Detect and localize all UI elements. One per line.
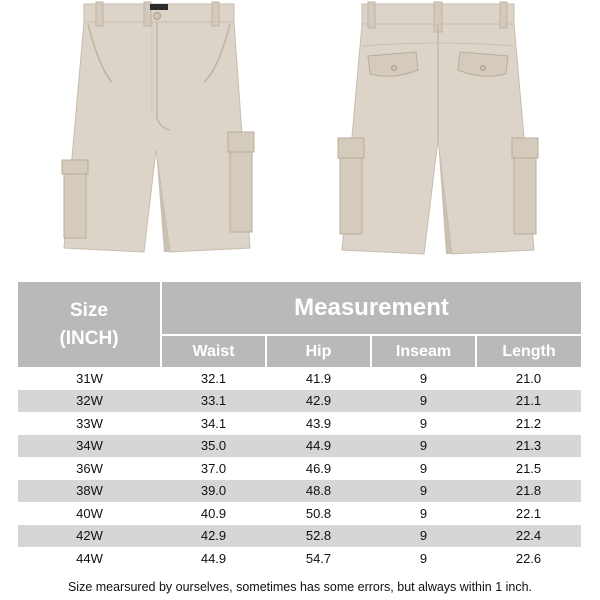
cell-waist: 37.0: [200, 460, 227, 476]
product-photos: [0, 0, 600, 272]
table-row: [18, 412, 581, 435]
column-header-hip: Hip: [266, 335, 371, 367]
cell-hip: 41.9: [305, 370, 332, 386]
cell-waist: 34.1: [200, 415, 227, 431]
cell-length: 21.1: [476, 390, 581, 413]
cell-length: 21.3: [476, 435, 581, 458]
cell-size: 40W: [76, 505, 103, 521]
cell-size: 42W: [18, 525, 161, 548]
cell-size: 34W: [18, 435, 161, 458]
cell-length: 22.6: [515, 550, 542, 566]
cell-inseam: 9: [371, 390, 476, 413]
cell-inseam: 9: [419, 505, 428, 521]
cell-hip: 52.8: [266, 525, 371, 548]
size-disclaimer-note: Size mearsured by ourselves, sometimes has some errors, but always within 1 inch.: [67, 580, 533, 594]
cell-inseam: 9: [419, 415, 428, 431]
cell-hip: 46.9: [305, 460, 332, 476]
size-header-unit: (INCH): [59, 327, 119, 349]
cell-length: 21.5: [515, 460, 542, 476]
shorts-front-image: [52, 0, 262, 262]
table-row: [18, 547, 581, 570]
table-row: [18, 525, 581, 548]
cell-size: 38W: [18, 480, 161, 503]
cell-hip: 54.7: [305, 550, 332, 566]
cell-hip: 44.9: [266, 435, 371, 458]
table-row: [18, 457, 581, 480]
size-header: [18, 282, 161, 367]
cell-length: 21.8: [476, 480, 581, 503]
cell-waist: 42.9: [161, 525, 266, 548]
cell-size: 44W: [76, 550, 103, 566]
cell-inseam: 9: [419, 370, 428, 386]
cell-hip: 42.9: [266, 390, 371, 413]
table-row: [18, 390, 581, 413]
cell-length: 22.1: [515, 505, 542, 521]
cell-size: 31W: [76, 370, 103, 386]
shorts-back-image: [328, 0, 548, 262]
cell-waist: 39.0: [161, 480, 266, 503]
cell-hip: 50.8: [305, 505, 332, 521]
cell-inseam: 9: [371, 525, 476, 548]
cell-size: 36W: [76, 460, 103, 476]
size-chart-table: [18, 282, 581, 570]
size-header-label: Size: [69, 299, 109, 321]
table-row: [18, 435, 581, 458]
cell-waist: 33.1: [161, 390, 266, 413]
cell-inseam: 9: [371, 480, 476, 503]
table-row: [18, 502, 581, 525]
column-header-waist: Waist: [161, 335, 266, 367]
cell-waist: 35.0: [161, 435, 266, 458]
cell-size: 32W: [18, 390, 161, 413]
cell-size: 33W: [76, 415, 103, 431]
column-header-length: Length: [476, 335, 581, 367]
cell-hip: 48.8: [266, 480, 371, 503]
table-row: [18, 480, 581, 503]
cell-length: 22.4: [476, 525, 581, 548]
cell-length: 21.0: [515, 370, 542, 386]
table-row: [18, 367, 581, 390]
cell-inseam: 9: [371, 435, 476, 458]
cell-hip: 43.9: [305, 415, 332, 431]
brand-tag: [150, 4, 168, 10]
cell-inseam: 9: [419, 550, 428, 566]
cell-waist: 32.1: [200, 370, 227, 386]
measurement-header: Measurement: [161, 282, 581, 335]
cell-inseam: 9: [419, 460, 428, 476]
cell-waist: 44.9: [200, 550, 227, 566]
cell-waist: 40.9: [200, 505, 227, 521]
column-header-inseam: Inseam: [371, 335, 476, 367]
cell-length: 21.2: [515, 415, 542, 431]
